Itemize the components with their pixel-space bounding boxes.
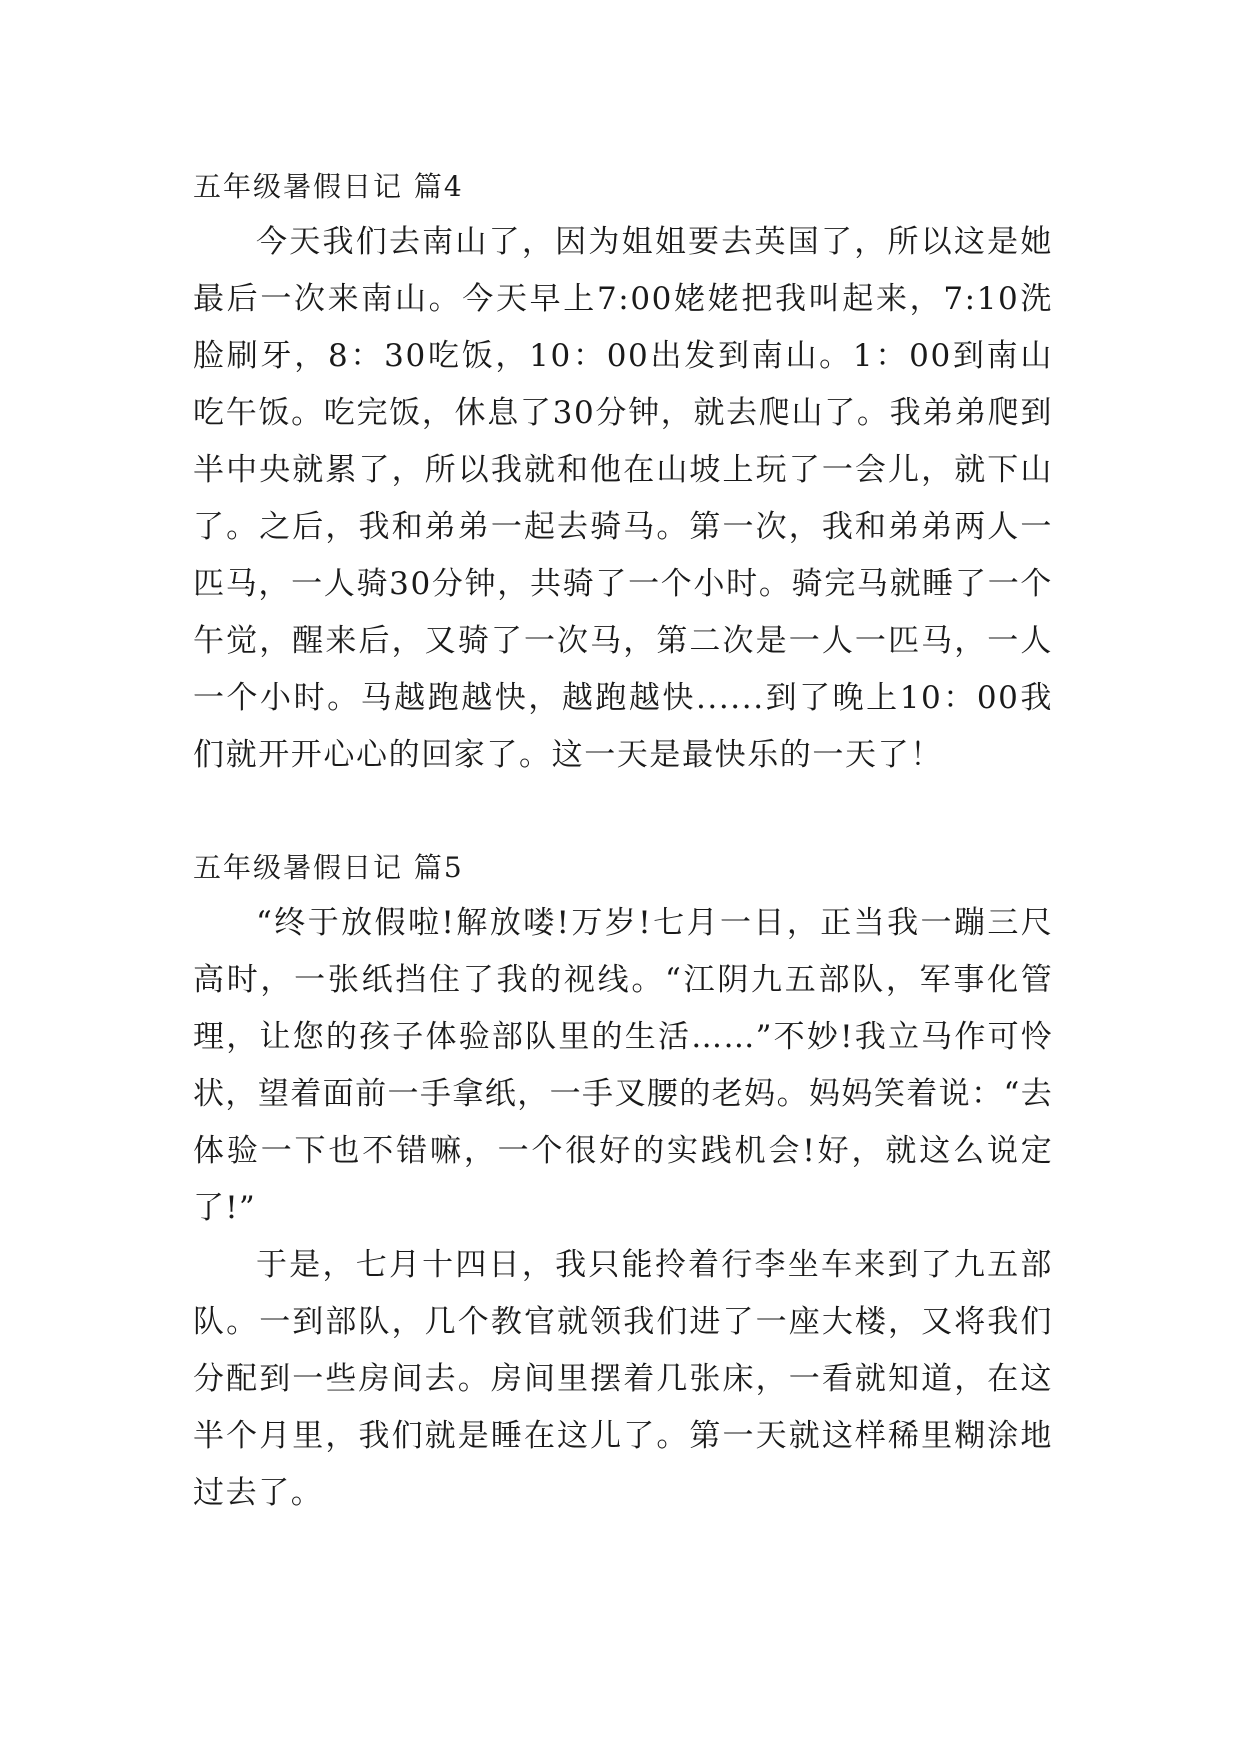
- entry-paragraph: 今天我们去南山了，因为姐姐要去英国了，所以这是她最后一次来南山。今天早上7:00姥姥把我叫起来，7:10洗脸刷牙，8：30吃饭，10：00出发到南山。1：00到南山吃午饭。吃完饭，休息了30分钟，就去爬山了。我弟弟爬到半中央就累了，所以我就和他在山坡上玩了一会儿，就下山了。之后，我和弟弟一起去骑马。第一次，我和弟弟两人一匹马，一人骑30分钟，共骑了一个小时。骑完马就睡了一个午觉，醒来后，又骑了一次马，第二次是一人一匹马，一人一个小时。马越跑越快，越跑越快......到了晚上10：00我们就开开心心的回家了。这一天是最快乐的一天了！: [193, 224, 1053, 773]
- document-content: [193, 160, 1053, 1522]
- entry-paragraph: “终于放假啦!解放喽!万岁!七月一日，正当我一蹦三尺高时，一张纸挡住了我的视线。“江阴九五部队，军事化管理，让您的孩子体验部队里的生活……”不妙!我立马作可怜状，望着面前一手拿纸，一手叉腰的老妈。妈妈笑着说：“去体验一下也不错嘛，一个很好的实践机会!好，就这么说定了!”: [193, 905, 1053, 1226]
- entry-heading: 五年级暑假日记 篇5: [193, 851, 464, 884]
- entry-heading: 五年级暑假日记 篇4: [193, 170, 464, 203]
- entry-paragraph: 于是，七月十四日，我只能拎着行李坐车来到了九五部队。一到部队，几个教官就领我们进了一座大楼，又将我们分配到一些房间去。房间里摆着几张床，一看就知道，在这半个月里，我们就是睡在这儿了。第一天就这样稀里糊涂地过去了。: [193, 1247, 1053, 1511]
- diary-entry-5: [193, 841, 1053, 1522]
- diary-entry-4: [193, 160, 1053, 784]
